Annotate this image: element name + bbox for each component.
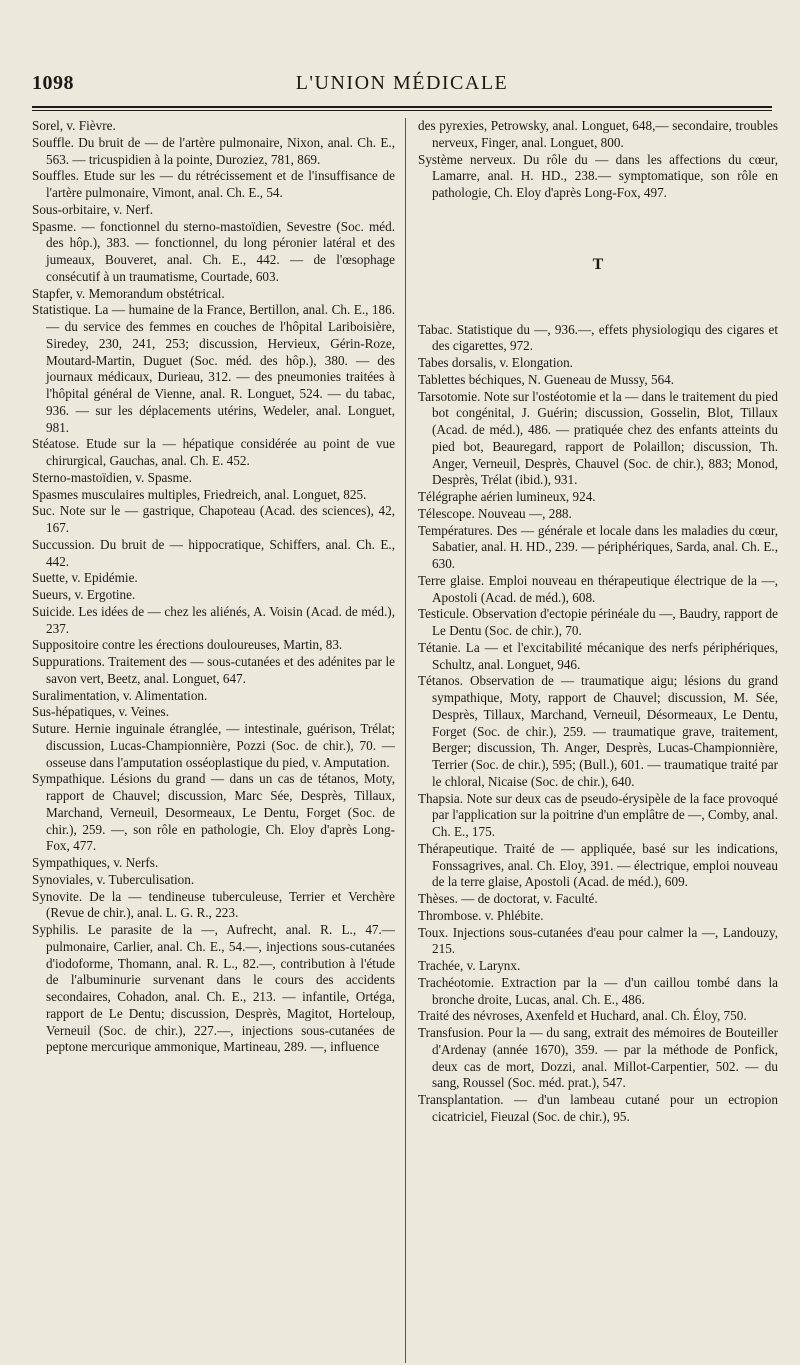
index-entry: Températures. Des — générale et locale dans les maladies du cœur, Sabatier, anal. H. HD., 239. — périphériques, Sarda, anal. Ch. E., 630. — [418, 522, 778, 571]
index-entry: Tarsotomie. Note sur l'ostéotomie et la — dans le traitement du pied bot congénital, J. Guérin; discussion, Gosselin, Blot, Tillaux (Acad. de méd.), 486. — pratiquée chez des enfants atteints du pied bot, Beauregard, rapport de Polaillon; discussion, Th. Anger, Verneuil, Desprès, Chauvel (Soc. de chir.), 883; Monod, Desprès, Trélat (ibid.), 931. — [418, 388, 778, 488]
index-entry: Synoviales, v. Tuberculisation. — [32, 871, 195, 887]
index-entry: Suc. Note sur le — gastrique, Chapoteau (Acad. des sciences), 42, 167. — [32, 503, 395, 535]
index-entry: Traité des névroses, Axenfeld et Huchard, anal. Ch. Éloy, 750. — [418, 1008, 747, 1024]
index-entry: Spasme. — fonctionnel du sterno-mastoïdien, Sevestre (Soc. méd. des hôp.), 383. — fonctionnel, du long péronier latéral et des jumeaux, Bouveret, anal. Ch. E., 442. — de l'œsophage consécutif à un traumatisme, Courtade, 603. — [32, 218, 395, 284]
index-entry: Transfusion. Pour la — du sang, extrait des mémoires de Bouteiller d'Ardenay (année 1670), 359. — par la méthode de Ponfick, deux cas de mort, Dozzi, anal. Millot-Carpentier, 502. — du sang, Roussel (Soc. méd. prat.), 547. — [418, 1025, 778, 1091]
index-entry: Souffle. Du bruit de — de l'artère pulmonaire, Nixon, anal. Ch. E., 563. — tricuspidien à la pointe, Duroziez, 781, 869. — [32, 134, 395, 167]
index-entry: Stapfer, v. Memorandum obstétrical. — [32, 285, 225, 301]
index-entry: Suicide. Les idées de — chez les aliénés, A. Voisin (Acad. de méd.), 237. — [32, 603, 395, 636]
index-entry: Sorel, v. Fièvre. — [32, 118, 116, 133]
header-rule — [32, 106, 772, 108]
index-entry: Trachée, v. Larynx. — [418, 958, 521, 973]
index-entry: Tétanie. La — et l'excitabilité mécanique des nerfs périphériques, Schultz, anal. Longuet, 946. — [418, 639, 778, 672]
index-entry: Tablettes béchiques, N. Gueneau de Mussy, 564. — [418, 371, 675, 387]
page-header — [32, 72, 772, 106]
index-entry: Tabac. Statistique du —, 936.—, effets physiologiqu des cigares et des cigarettes, 972. — [418, 321, 778, 354]
index-entry: Suette, v. Epidémie. — [32, 570, 138, 586]
right-column-entries — [418, 322, 778, 1126]
index-entry: Syphilis. Le parasite de la —, Aufrecht, anal. R. L., 47.— pulmonaire, Carlier, anal. Ch. E., 54.—, injections sous-cutanées d'iodoforme, Thomann, anal. R. L., 82.—, contribution à l'étude de l'albuminurie survenant dans le cours des accidents secondaires, Cohadon, anal. Ch. E., 213. — infantile, Ortéga, rapport de Le Dentu; discussion, Desprès, Magitot, Horteloup, Verneuil (Soc. de chir.), 227.—, injections sous-cutanées de peptone mercurique ammonique, Martineau, 289. —, influence — [32, 922, 395, 1055]
index-entry: Sympathiques, v. Nerfs. — [32, 855, 159, 870]
index-entry: Thrombose. v. Phlébite. — [418, 907, 544, 923]
index-entry: Souffles. Etude sur les — du rétrécissement et de l'insuffisance de l'artère pulmonaire, Vimont, anal. Ch. E., 54. — [32, 168, 395, 200]
index-entry: Transplantation. — d'un lambeau cutané pour un ectropion cicatriciel, Fieuzal (Soc. de chir.), 95. — [418, 1092, 778, 1124]
index-entry: Sous-orbitaire, v. Nerf. — [32, 201, 154, 217]
index-entry: Tétanos. Observation de — traumatique aigu; lésions du grand sympathique, Moty, rapport de Chauvel; discussion, M. Sée, Desprès, Tillaux, Marchand, Verneuil, Désormeaux, Le Dentu, Forget (Soc. de chir.), 259. — traumatique grave, traitement, Berger; discussion, Th. Anger, Desprès, Lucas-Championnière, Terrier (Soc. de chir.), 595; (Bull.), 601. — traumatique traité par le chloral, Nicaise (Soc. de chir.), 640. — [418, 673, 778, 789]
index-entry: des pyrexies, Petrowsky, anal. Longuet, 648,— secondaire, troubles nerveux, Finger, anal. Longuet, 800. — [418, 118, 778, 150]
index-entry: Sus-hépatiques, v. Veines. — [32, 704, 169, 720]
index-entry: Thapsia. Note sur deux cas de pseudo-érysipèle de la face provoqué par l'application sur la poitrine d'un emplâtre de —, Comby, anal. Ch. E., 175. — [418, 790, 778, 839]
header-rule-thin — [32, 110, 772, 111]
index-columns — [32, 118, 778, 1363]
index-entry: Système nerveux. Du rôle du — dans les affections du cœur, Lamarre, anal. H. HD., 238.— symptomatique, son rôle en pathologie, Ch. Eloy d'après Long-Fox, 497. — [418, 151, 778, 200]
index-entry: Trachéotomie. Extraction par la — d'un caillou tombé dans la bronche droite, Lucas, anal. Ch. E., 486. — [418, 974, 778, 1007]
index-entry: Synovite. De la — tendineuse tuberculeuse, Terrier et Verchère (Revue de chir.), anal. L. G. R., 223. — [32, 888, 395, 921]
page-number: 1098 — [32, 72, 74, 94]
right-column — [405, 118, 778, 1363]
index-entry: Toux. Injections sous-cutanées d'eau pour calmer la —, Landouzy, 215. — [418, 924, 778, 957]
running-title: L'UNION MÉDICALE — [295, 72, 509, 94]
index-entry: Succussion. Du bruit de — hippocratique, Schiffers, anal. Ch. E., 442. — [32, 536, 395, 569]
index-entry: Suture. Hernie inguinale étranglée, — intestinale, guérison, Trélat; discussion, Lucas-Championnière, Pozzi (Soc. de chir.), 70. — osseuse dans l'amputation osséoplastique du pied, v. Amputation. — [32, 721, 395, 770]
index-entry: Spasmes musculaires multiples, Friedreich, anal. Longuet, 825. — [32, 486, 367, 502]
index-entry: Suralimentation, v. Alimentation. — [32, 687, 208, 703]
left-column — [32, 118, 405, 1363]
index-entry: Sueurs, v. Ergotine. — [32, 587, 136, 602]
index-entry: Suppurations. Traitement des — sous-cutanées et des adénites par le savon vert, Beetz, anal. Longuet, 647. — [32, 654, 395, 686]
index-entry: Tabes dorsalis, v. Elongation. — [418, 355, 573, 370]
index-entry: Sterno-mastoïdien, v. Spasme. — [32, 469, 192, 485]
index-entry: Télescope. Nouveau —, 288. — [418, 505, 572, 521]
index-entry: Sympathique. Lésions du grand — dans un cas de tétanos, Moty, rapport de Chauvel; discussion, Marc Sée, Desprès, Tillaux, Marchand, Verneuil, Desormeaux, Le Dentu, Forget (Soc. de chir.), 259. —, son rôle en pathologie, Ch. Eloy d'après Long-Fox, 477. — [32, 771, 395, 854]
index-entry: Thérapeutique. Traité de — appliquée, basé sur les indications, Fonssagrives, anal. Ch. Eloy, 391. — électrique, emploi nouveau de la terre glaise, Apostoli (Acad. de méd.), 609. — [418, 840, 778, 890]
index-entry: Terre glaise. Emploi nouveau en thérapeutique électrique de la —, Apostoli (Acad. de méd.), 608. — [418, 572, 778, 605]
index-entry: Télégraphe aérien lumineux, 924. — [418, 489, 596, 504]
index-entry: Stéatose. Etude sur la — hépatique considérée au point de vue chirurgical, Gauchas, anal. Ch. E. 452. — [32, 436, 395, 468]
index-entry: Thèses. — de doctorat, v. Faculté. — [418, 891, 598, 906]
index-entry: Suppositoire contre les érections douloureuses, Martin, 83. — [32, 637, 343, 653]
section-letter-heading: T — [592, 255, 604, 273]
right-column-continuation — [418, 118, 778, 202]
index-entry: Statistique. La — humaine de la France, Bertillon, anal. Ch. E., 186. — du service des femmes en couches de l'hôpital Lariboisière, Siredey, 230, 241, 253; discussion, Hervieux, Gérin-Roze, Moutard-Martin, Duguet (Soc. méd. des hôp.), 380. — des journaux médicaux, Durieau, 312. — des pneumonies traitées à l'hôpital général de Vienne, anal. R. Longuet, 524. — du tabac, 936. — sur les déplacements utérins, Wedeler, anal. Longuet, 981. — [32, 302, 395, 435]
index-entry: Testicule. Observation d'ectopie périnéale du —, Baudry, rapport de Le Dentu (Soc. de chir.), 70. — [418, 606, 778, 638]
